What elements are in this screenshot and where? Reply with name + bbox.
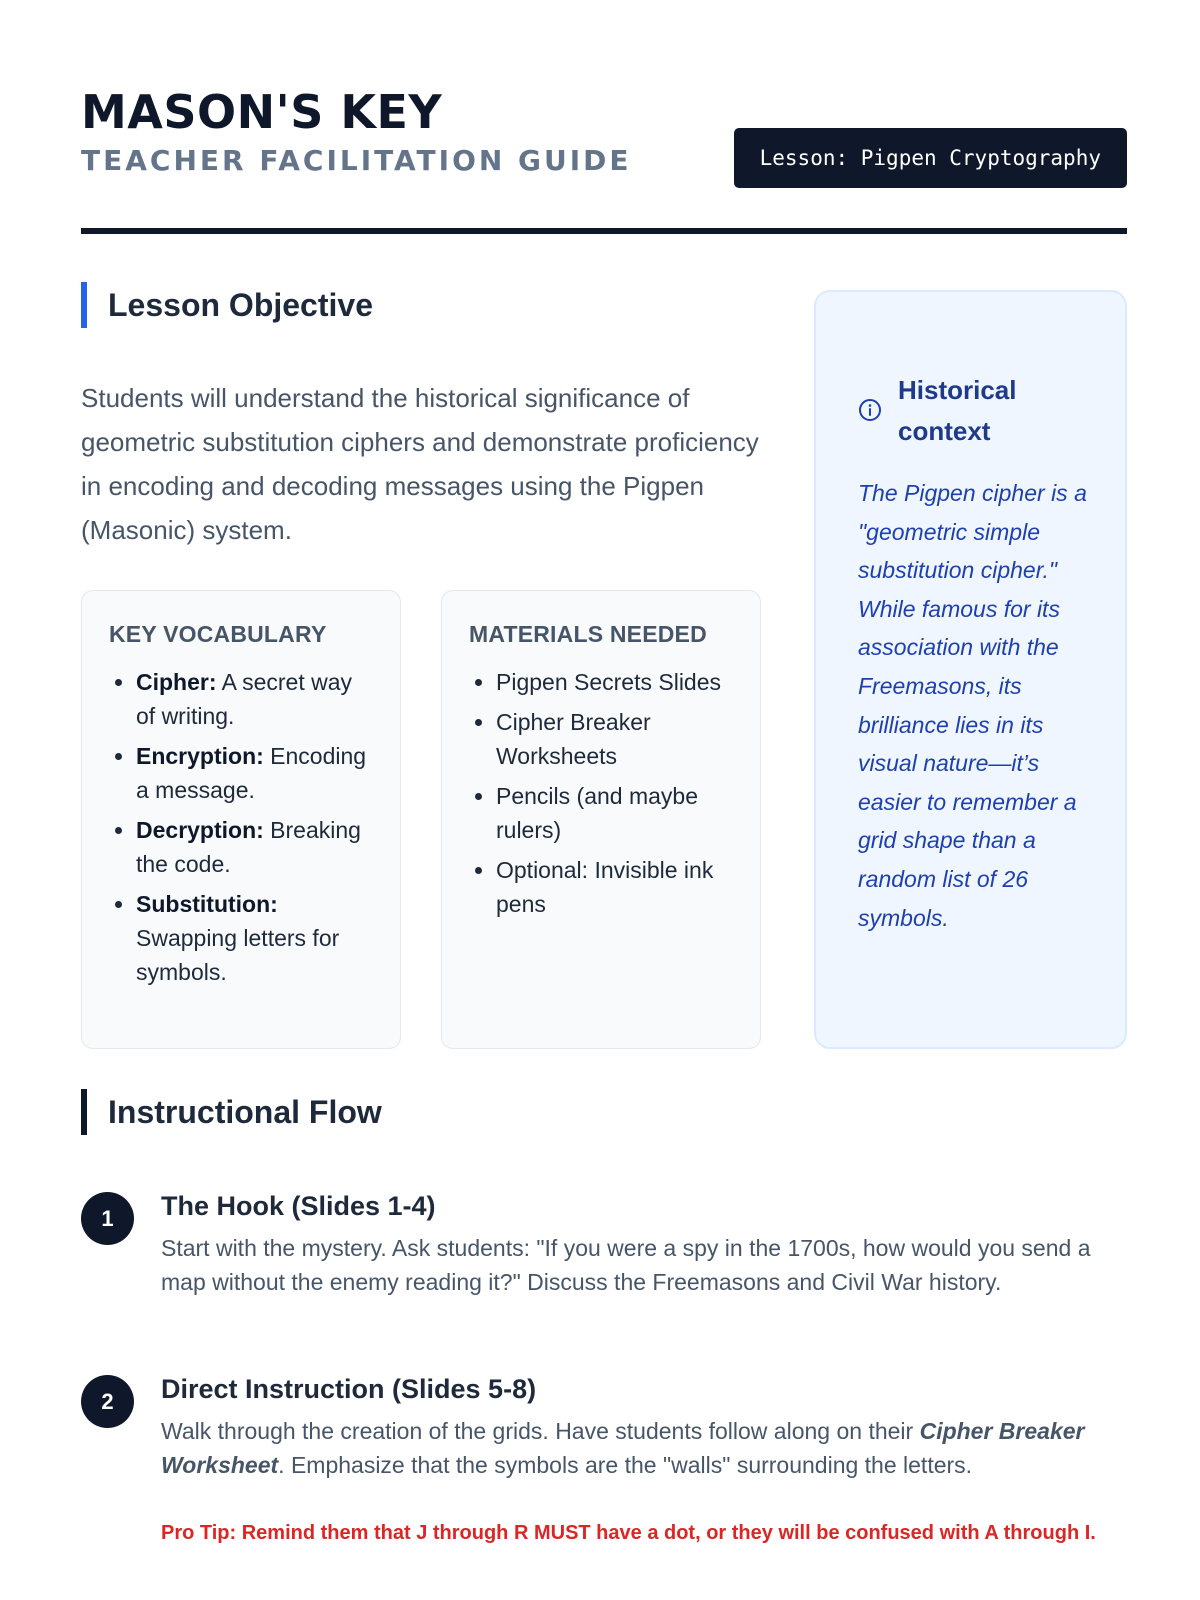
vocab-definition: A secret way of writing.: [136, 669, 353, 729]
vocab-term: Substitution:: [136, 891, 278, 917]
document-title: MASON'S KEY: [81, 85, 443, 139]
header-divider: [81, 228, 1127, 234]
list-item: • Optional: Invisible ink pens: [496, 853, 736, 921]
step-description: [161, 1232, 1127, 1299]
vocab-term: Cipher:: [136, 669, 217, 695]
list-item: [136, 813, 376, 881]
list-item: [136, 887, 376, 989]
historical-context-body: The Pigpen cipher is a "geometric simple substitution cipher." While famous for its association with the Freemasons, its brilliance lies in its visual nature—it’s easier to remember a grid shape than a random list of 26 symbols.: [858, 480, 1087, 931]
flow-heading-label: Instructional Flow: [108, 1094, 382, 1130]
heading-accent-bar: [81, 1089, 87, 1135]
vocab-definition: Encoding a message.: [136, 743, 367, 803]
vocab-definition: Breaking the code.: [136, 817, 361, 877]
lesson-badge: Lesson: Pigpen Cryptography: [734, 128, 1127, 188]
step-description-text: Walk through the creation of the grids. Have students follow along on their: [161, 1418, 920, 1444]
pro-tip: Pro Tip: Remind them that J through R MUST have a dot, or they will be confused with A through I.: [161, 1522, 1096, 1544]
vocab-term: Decryption:: [136, 817, 264, 843]
list-item: [136, 739, 376, 807]
vocabulary-list: [109, 665, 376, 989]
document-header: [81, 84, 1127, 234]
step-title: The Hook (Slides 1-4): [161, 1191, 436, 1221]
objective-heading: [81, 282, 373, 328]
list-item: • Cipher Breaker Worksheets: [496, 705, 736, 773]
materials-list: [469, 665, 736, 921]
step-description-text: Start with the mystery. Ask students: "If you were a spy in the 1700s, how would you send a map without the enemy reading it?" Discuss the Freemasons and Civil War history.: [161, 1235, 1091, 1295]
worksheet-reference: Cipher Breaker Worksheet: [161, 1418, 1085, 1478]
objective-heading-label: Lesson Objective: [108, 287, 373, 323]
step-description: [161, 1415, 1127, 1482]
historical-context-panel: [814, 290, 1127, 1049]
vocabulary-card: [81, 590, 401, 1049]
list-item: • Pencils (and maybe rulers): [496, 779, 736, 847]
step-number-badge: 1: [81, 1192, 134, 1245]
historical-context-title: Historical context: [898, 375, 1017, 446]
vocab-definition: Swapping letters for symbols.: [136, 925, 340, 985]
step-description-text: . Emphasize that the symbols are the "walls" surrounding the letters.: [278, 1451, 973, 1478]
materials-card: [441, 590, 761, 1049]
vocab-term: Encryption:: [136, 743, 264, 769]
step-title: Direct Instruction (Slides 5-8): [161, 1374, 537, 1404]
flow-heading: [81, 1089, 382, 1135]
step-number-badge: 2: [81, 1375, 134, 1428]
info-circle-icon: [858, 398, 882, 422]
document-subtitle: TEACHER FACILITATION GUIDE: [81, 144, 632, 177]
heading-accent-bar: [81, 282, 87, 328]
objective-text: Students will understand the historical significance of geometric substitution ciphers and demonstrate proficiency in encoding and decoding messages using the Pigpen (Masonic) system.: [81, 383, 759, 545]
vocabulary-heading: KEY VOCABULARY: [109, 621, 327, 647]
list-item: [136, 665, 376, 733]
guide-page: [81, 0, 1127, 1600]
list-item: • Pigpen Secrets Slides: [496, 665, 736, 699]
materials-heading: MATERIALS NEEDED: [469, 621, 707, 647]
